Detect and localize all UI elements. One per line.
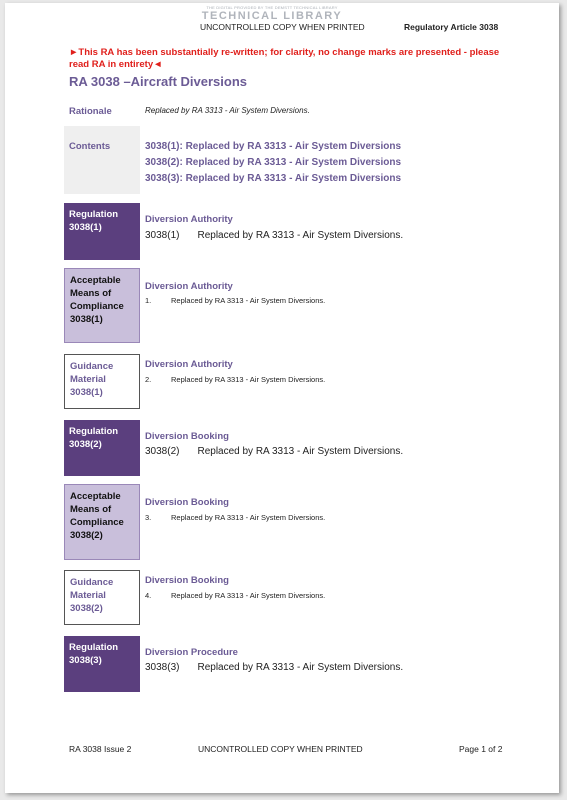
regulation-box-3038-3 bbox=[64, 636, 140, 692]
paragraph-number: 3. bbox=[145, 513, 152, 522]
section-body bbox=[145, 513, 325, 522]
paragraph-number: 4. bbox=[145, 591, 152, 600]
box-label: Acceptable bbox=[70, 275, 121, 286]
box-ref: 3038(2) bbox=[70, 530, 103, 541]
contents-list bbox=[145, 139, 401, 187]
section-body bbox=[145, 375, 325, 384]
section-text: Replaced by RA 3313 - Air System Diversions. bbox=[171, 296, 326, 305]
box-label: Guidance bbox=[70, 577, 114, 588]
amc-box-3038-1 bbox=[64, 268, 140, 343]
section-body bbox=[145, 230, 403, 241]
section-text: Replaced by RA 3313 - Air System Diversions. bbox=[171, 513, 326, 522]
box-ref: 3038(1) bbox=[70, 387, 103, 398]
box-label: Regulation bbox=[69, 426, 119, 437]
box-ref: 3038(2) bbox=[69, 439, 102, 450]
box-label: Material bbox=[70, 374, 106, 385]
section-heading: Diversion Procedure bbox=[145, 647, 238, 658]
box-label: Means of bbox=[70, 288, 112, 299]
contents-link-3[interactable]: 3038(3): Replaced by RA 3313 - Air System Diversions bbox=[145, 173, 402, 184]
amc-box-3038-2 bbox=[64, 484, 140, 560]
section-body bbox=[145, 591, 325, 600]
box-label: Acceptable bbox=[70, 491, 121, 502]
section-heading: Diversion Booking bbox=[145, 575, 229, 586]
footer-page-number: Page 1 of 2 bbox=[459, 744, 503, 754]
box-label: Means of bbox=[70, 504, 112, 515]
gm-box-3038-1 bbox=[64, 354, 140, 409]
section-text: Replaced by RA 3313 - Air System Diversions. bbox=[197, 230, 404, 241]
regulation-box-3038-2 bbox=[64, 420, 140, 476]
watermark-small-text: THE DIGITAL PROVIDED BY THE DEMSTT TECHNICAL LIBRARY bbox=[206, 5, 338, 10]
box-label: Regulation bbox=[69, 642, 119, 653]
section-ref: 3038(1) bbox=[145, 230, 180, 241]
section-heading: Diversion Booking bbox=[145, 497, 229, 508]
box-ref: 3038(1) bbox=[70, 314, 103, 325]
watermark-big-text: TECHNICAL LIBRARY bbox=[201, 10, 343, 22]
section-text: Replaced by RA 3313 - Air System Diversions. bbox=[171, 375, 326, 384]
footer-issue: RA 3038 Issue 2 bbox=[69, 744, 132, 754]
contents-link-2[interactable]: 3038(2): Replaced by RA 3313 - Air System Diversions bbox=[145, 157, 402, 168]
header-ra-reference: Regulatory Article 3038 bbox=[404, 22, 499, 32]
box-label: Compliance bbox=[70, 517, 124, 528]
contents-link-1[interactable]: 3038(1): Replaced by RA 3313 - Air System Diversions bbox=[145, 141, 402, 152]
section-heading: Diversion Booking bbox=[145, 431, 229, 442]
rationale-label: Rationale bbox=[69, 106, 112, 117]
header-uncontrolled-copy: UNCONTROLLED COPY WHEN PRINTED bbox=[200, 22, 365, 32]
box-ref: 3038(3) bbox=[69, 655, 102, 666]
section-ref: 3038(3) bbox=[145, 662, 180, 673]
section-body bbox=[145, 662, 403, 673]
box-ref: 3038(1) bbox=[69, 222, 102, 233]
footer-uncontrolled-copy: UNCONTROLLED COPY WHEN PRINTED bbox=[198, 744, 363, 754]
box-ref: 3038(2) bbox=[70, 603, 103, 614]
gm-box-3038-2 bbox=[64, 570, 140, 625]
section-ref: 3038(2) bbox=[145, 446, 180, 457]
box-label: Regulation bbox=[69, 209, 119, 220]
section-body bbox=[145, 446, 403, 457]
regulation-box-3038-1 bbox=[64, 203, 140, 260]
rationale-text: Replaced by RA 3313 - Air System Diversions. bbox=[145, 106, 310, 115]
rewrite-notice: ►This RA has been substantially re-written; for clarity, no change marks are presented - please read RA in entirety◄ bbox=[69, 47, 500, 70]
box-label: Compliance bbox=[70, 301, 124, 312]
section-text: Replaced by RA 3313 - Air System Diversions. bbox=[197, 662, 404, 673]
section-text: Replaced by RA 3313 - Air System Diversions. bbox=[171, 591, 326, 600]
paragraph-number: 1. bbox=[145, 296, 152, 305]
contents-label: Contents bbox=[69, 141, 111, 152]
section-heading: Diversion Authority bbox=[145, 359, 233, 370]
box-label: Material bbox=[70, 590, 106, 601]
section-body bbox=[145, 296, 325, 305]
page-title: RA 3038 –Aircraft Diversions bbox=[69, 74, 247, 89]
contents-box bbox=[64, 126, 140, 194]
section-heading: Diversion Authority bbox=[145, 281, 233, 292]
section-text: Replaced by RA 3313 - Air System Diversions. bbox=[197, 446, 404, 457]
box-label: Guidance bbox=[70, 361, 114, 372]
section-heading: Diversion Authority bbox=[145, 214, 233, 225]
paragraph-number: 2. bbox=[145, 375, 152, 384]
